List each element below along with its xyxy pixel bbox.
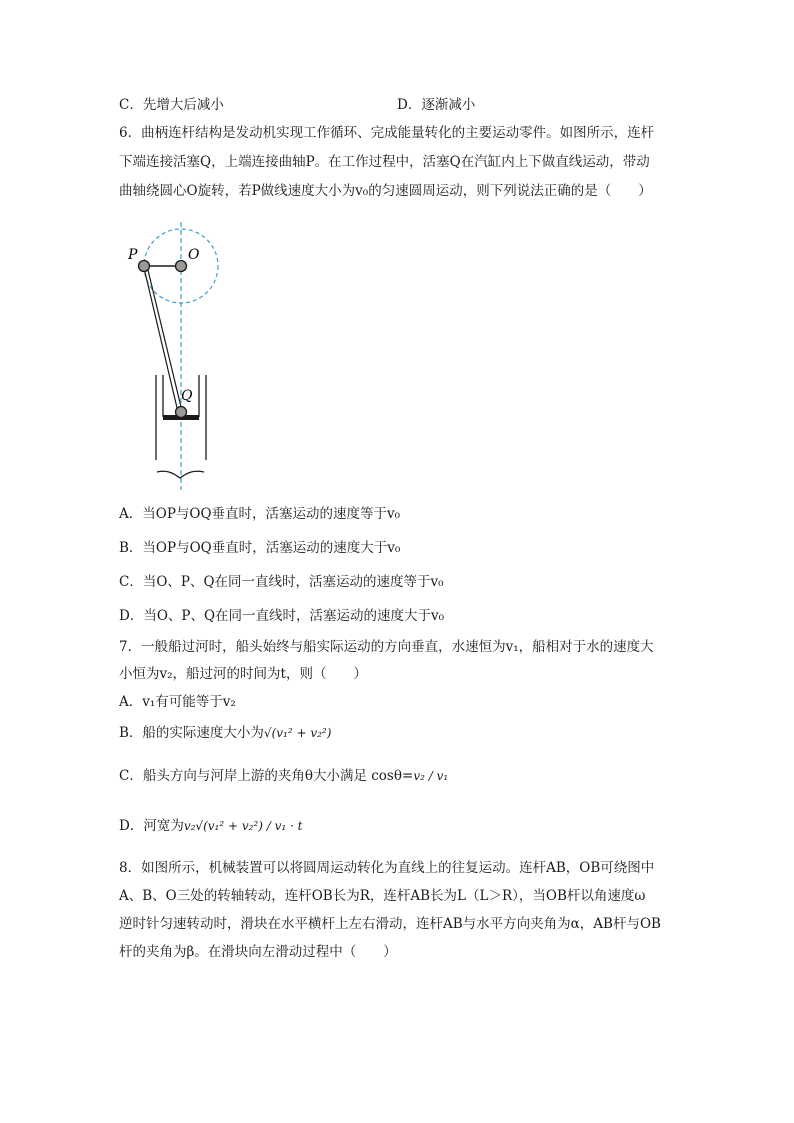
q7-option-d-math: v₂√(v₁² + v₂²) / v₁ · t: [183, 819, 303, 833]
rod-pq-right: [147, 266, 182, 411]
q5-option-d: D．逐渐减小: [397, 97, 476, 113]
q7-option-c-math: v₂ / v₁: [413, 769, 449, 783]
rod-pq-left: [144, 268, 178, 412]
q8-stem-line-3: 逆时针匀速转动时，滑块在水平横杆上左右滑动，连杆AB与水平方向夹角为α，AB杆与OB: [119, 916, 661, 932]
q7-option-c-text: C．船头方向与河岸上游的夹角θ大小满足 cosθ=: [119, 768, 414, 784]
q7-option-c: [119, 766, 448, 786]
q8-stem-line-1: 8．如图所示，机械装置可以将圆周运动转化为直线上的往复运动。连杆AB，OB可绕图中: [119, 860, 655, 876]
q8-stem-line-4: 杆的夹角为β。在滑块向左滑动过程中（ ）: [119, 944, 397, 960]
q7-option-b-text: B．船的实际速度大小为: [119, 725, 264, 741]
q6-stem-line-2: 下端连接活塞Q，上端连接曲轴P。在工作过程中，活塞Q在汽缸内上下做直线运动，带动: [119, 154, 650, 170]
q6-option-a: A．当OP与OQ垂直时，活塞运动的速度等于v₀: [119, 506, 401, 522]
q6-crank-figure: [120, 222, 230, 492]
q7-option-d: [119, 816, 302, 836]
label-o: O: [188, 247, 200, 263]
label-p: P: [128, 247, 138, 263]
label-q: Q: [181, 388, 193, 404]
q6-option-d: D．当O、P、Q在同一直线时，活塞运动的速度大于v₀: [119, 608, 445, 624]
q7-option-a: A．v₁有可能等于v₂: [119, 694, 236, 710]
q6-stem-line-1: 6．曲柄连杆结构是发动机实现工作循环、完成能量转化的主要运动零件。如图所示，连杆: [119, 125, 655, 141]
q7-option-d-text: D．河宽为: [119, 818, 184, 834]
q7-option-b: [119, 723, 331, 743]
q6-stem-line-3: 曲轴绕圆心O旋转，若P做线速度大小为v₀的匀速圆周运动，则下列说法正确的是（ ）: [119, 183, 652, 199]
q8-stem-line-2: A、B、O三处的转轴转动，连杆OB长为R，连杆AB长为L（L＞R），当OB杆以角速度ω: [119, 888, 646, 904]
q6-option-c: C．当O、P、Q在同一直线时，活塞运动的速度等于v₀: [119, 574, 444, 590]
joint-o: [176, 261, 187, 272]
q7-stem-line-1: 7．一般船过河时，船头始终与船实际运动的方向垂直，水速恒为v₁，船相对于水的速度大: [119, 639, 654, 655]
q6-option-b: B．当OP与OQ垂直时，活塞运动的速度大于v₀: [119, 540, 401, 556]
cylinder-right-wall: [199, 375, 206, 460]
q7-option-b-math: √(v₁² + v₂²): [263, 726, 332, 740]
joint-q: [176, 407, 187, 418]
joint-p: [139, 261, 150, 272]
cylinder-left-wall: [156, 375, 163, 460]
q5-option-c: C．先增大后减小: [119, 97, 224, 113]
q7-stem-line-2: 小恒为v₂，船过河的时间为t，则（ ）: [119, 666, 367, 682]
